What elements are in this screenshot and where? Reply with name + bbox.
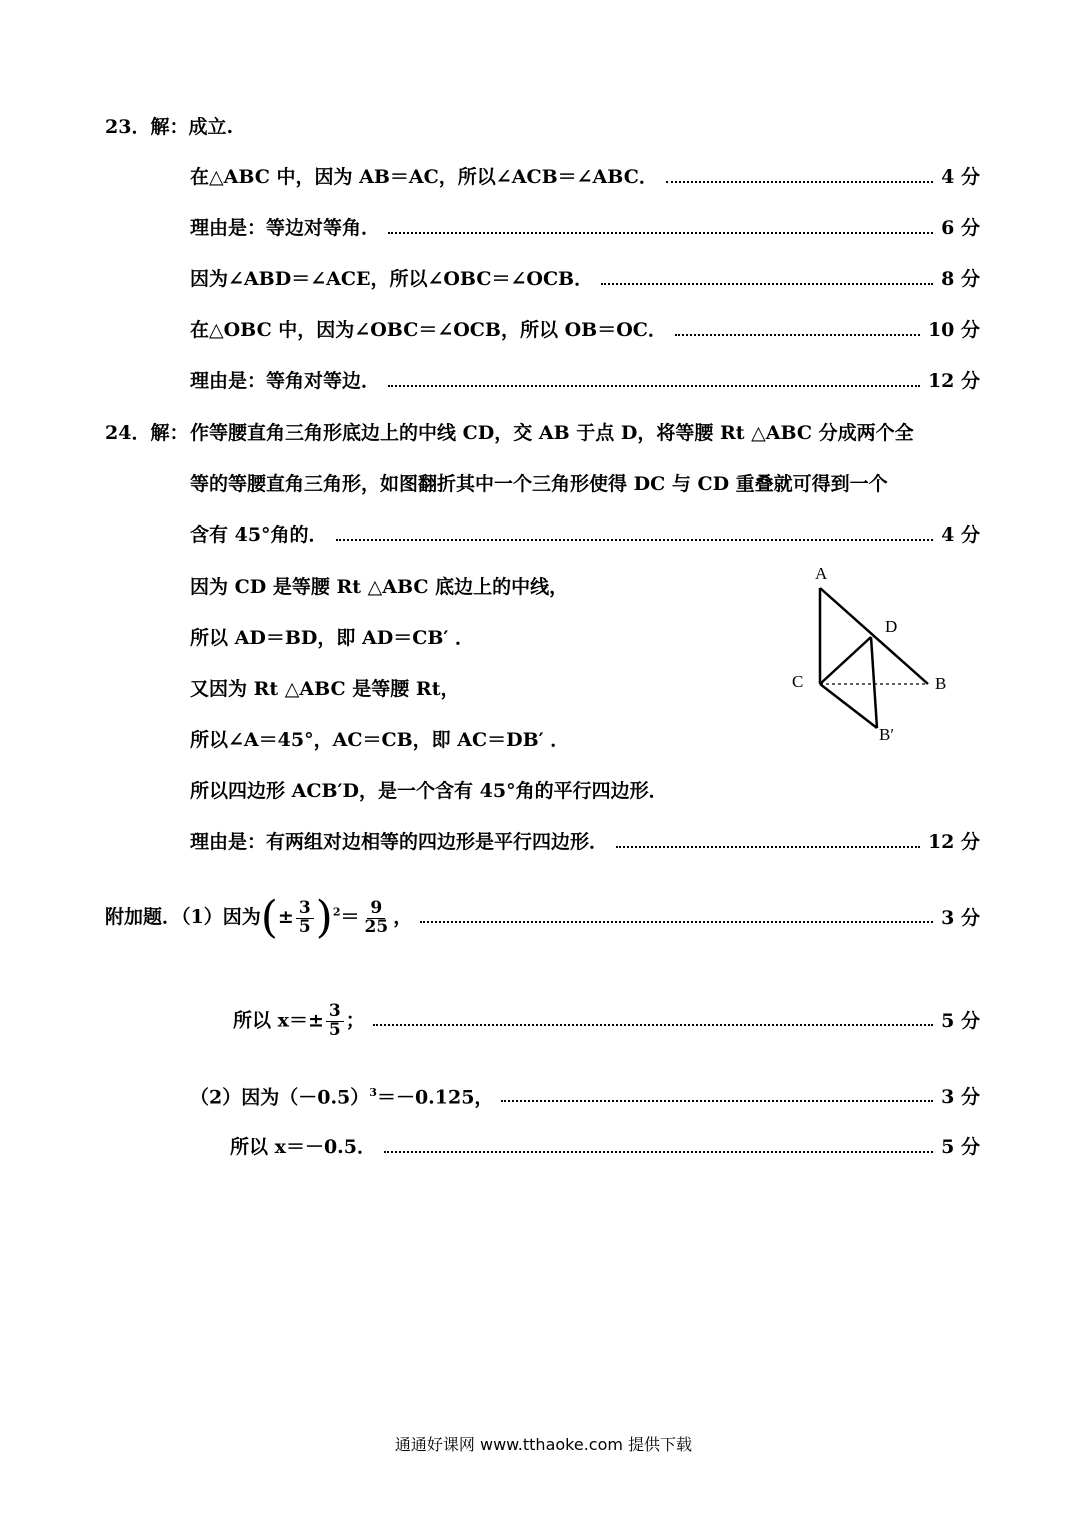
segment-CD: [820, 637, 871, 684]
extra-line-4-points: 5 分: [941, 1136, 980, 1158]
fraction-9-25: $\frac{9}{25}$: [364, 897, 389, 937]
q24-line-6: 又因为 Rt △ABC 是等腰 Rt，: [190, 678, 460, 700]
extra-line-2: [233, 996, 980, 1046]
dot-leader: [388, 385, 920, 387]
q24-line-9: [190, 833, 980, 852]
q24-line-3-text: 含有 45°角的．: [190, 524, 328, 546]
label-D: D: [885, 617, 898, 636]
q24-paragraph-line-3: [190, 526, 980, 545]
q23-line-5-points: 12 分: [927, 370, 980, 392]
q24-heading: 24．解：: [105, 422, 189, 444]
q23-line-4: [190, 321, 980, 340]
dot-leader: [336, 539, 934, 541]
equals: ＝: [340, 906, 360, 928]
q23-line-3: [190, 270, 980, 289]
label-C: C: [792, 672, 804, 691]
label-B: B: [935, 674, 947, 693]
dot-leader: [388, 232, 933, 234]
q24-line-3-points: 4 分: [941, 524, 980, 546]
q23-line-2-points: 6 分: [941, 217, 980, 239]
q23-line-2: [190, 219, 980, 238]
dot-leader: [373, 1024, 933, 1026]
extra-line-3-text: （2）因为$(-0.5)^3=-0.125$，: [190, 1086, 494, 1109]
dot-leader: [601, 283, 933, 285]
plus-minus: ±: [277, 906, 294, 928]
triangle-figure: [785, 560, 975, 750]
label-A: A: [815, 564, 828, 583]
q23-line-5-text: 理由是：等角对等边．: [190, 370, 381, 392]
q23-line-1: [190, 168, 980, 187]
q24-paragraph-line-1: 作等腰直角三角形底边上的中线 CD，交 AB 于点 D，将等腰 Rt △ABC 分成两个全: [190, 422, 914, 444]
extra-line-3-points: 3 分: [941, 1085, 980, 1108]
q24-line-5: 所以 AD＝BD，即 AD＝CB′ ．: [190, 627, 475, 649]
extra-line-2-points: 5 分: [941, 1009, 980, 1032]
q23-line-3-text: 因为∠ABD＝∠ACE，所以∠OBC＝∠OCB．: [190, 268, 594, 290]
segment-CB2: [820, 684, 877, 728]
q24-line-9-text: 理由是：有两组对边相等的四边形是平行四边形．: [190, 831, 609, 853]
fraction-3-5: $\frac{3}{5}$: [296, 900, 314, 937]
q23-line-1-points: 4 分: [941, 166, 980, 188]
dot-leader: [675, 334, 920, 336]
extra-line-3: [190, 1087, 980, 1107]
extra-line-1-points: 3 分: [941, 906, 980, 929]
q23-line-4-text: 在△OBC 中，因为∠OBC＝∠OCB，所以 OB＝OC．: [190, 319, 667, 341]
extra-heading: 附加题．（1）因为: [105, 906, 261, 928]
dot-leader: [616, 846, 920, 848]
q24-line-7: 所以∠A＝45°，AC＝CB，即 AC＝DB′ ．: [190, 729, 570, 751]
right-paren: ): [315, 892, 333, 943]
extra-line-2-text: 所以 x＝± $\frac{3}{5}$ ；: [233, 1000, 365, 1040]
dot-leader: [384, 1151, 933, 1153]
q23-line-5: [190, 372, 980, 391]
extra-line-1: [105, 893, 980, 943]
q24-line-4: 因为 CD 是等腰 Rt △ABC 底边上的中线，: [190, 576, 569, 598]
exponent-2: 2: [332, 905, 341, 919]
extra-line-4: [230, 1138, 980, 1157]
q23-line-1-text: 在△ABC 中，因为 AB＝AC，所以∠ACB＝∠ABC．: [190, 166, 658, 188]
segment-DB2: [871, 637, 877, 728]
footer-source: 通通好课网 www.tthaoke.com 提供下载: [394, 1435, 693, 1454]
q23-line-3-points: 8 分: [941, 268, 980, 290]
q24-paragraph-line-2: 等的等腰直角三角形，如图翻折其中一个三角形使得 DC 与 CD 重叠就可得到一个: [190, 473, 888, 495]
q24-line-9-points: 12 分: [927, 831, 980, 853]
extra-line-4-text: 所以 x＝－0.5．: [230, 1136, 376, 1158]
dot-leader: [501, 1100, 933, 1102]
q23-heading: 23．解：成立.: [105, 116, 234, 138]
label-B-prime: B′: [879, 725, 895, 744]
dot-leader: [420, 921, 933, 923]
q23-line-4-points: 10 分: [927, 319, 980, 341]
exponent-3: 3: [369, 1086, 377, 1099]
q23-line-2-text: 理由是：等边对等角．: [190, 217, 381, 239]
dot-leader: [666, 181, 933, 183]
left-paren: (: [260, 892, 278, 943]
fraction-3-5-result: $\frac{3}{5}$: [326, 1003, 344, 1040]
extra-line-1-text: 附加题．（1）因为(± $\frac{3}{5}$ )$^2$＝ $\frac{9}{25}$ ，: [105, 892, 413, 943]
q24-line-8: 所以四边形 ACB′D，是一个含有 45°角的平行四边形．: [190, 780, 668, 802]
